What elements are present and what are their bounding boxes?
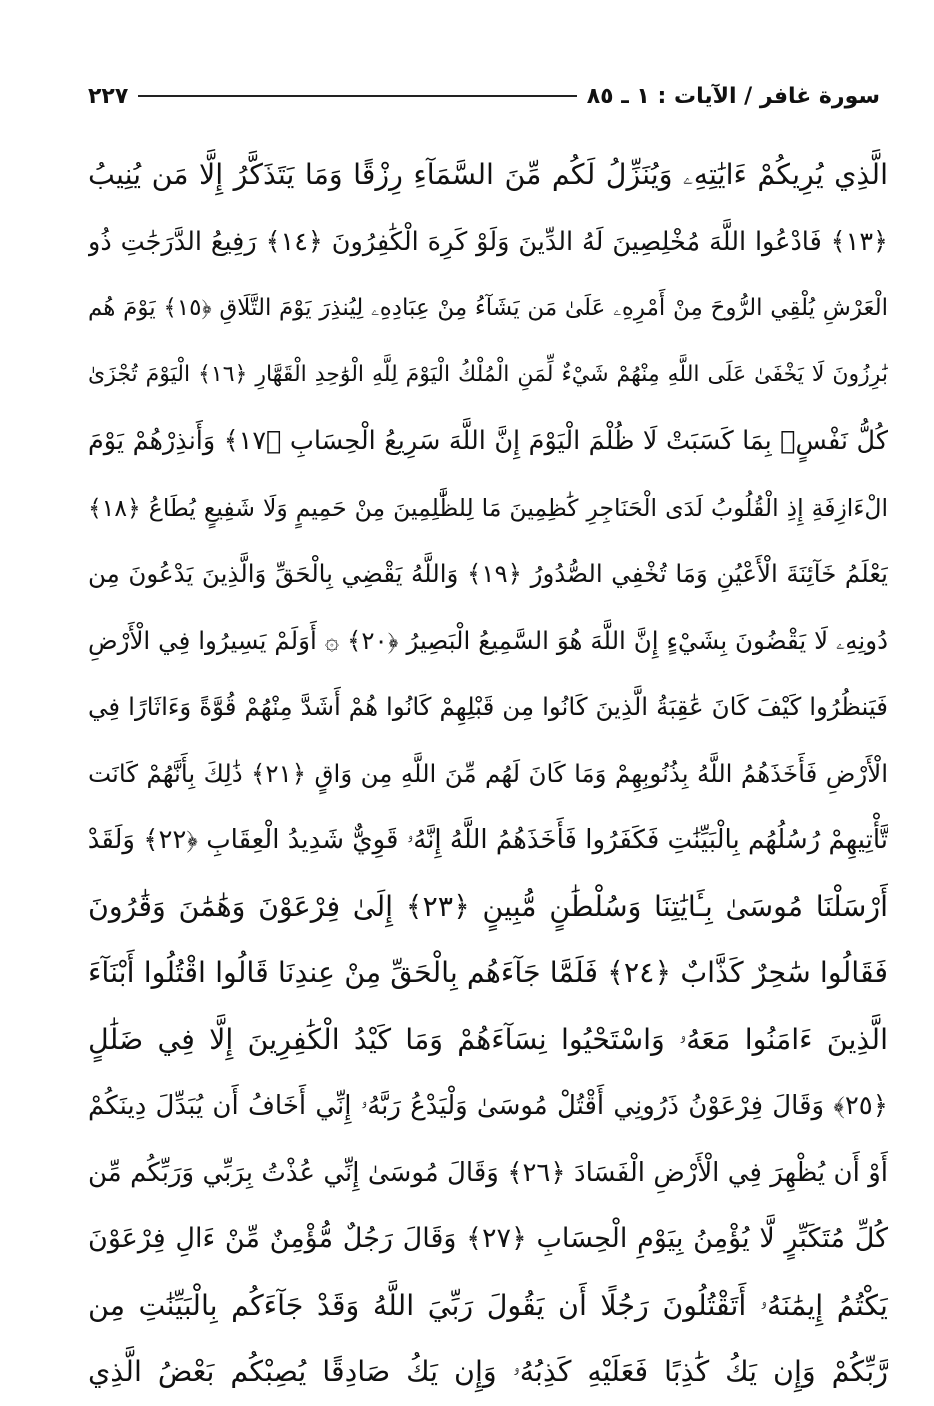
text-line: أَرْسَلْنَا مُوسَىٰ بِـَٔايَٰتِنَا وَسُلْطَٰنٍ مُّبِينٍ ﴿٢٣﴾ إِلَىٰ فِرْعَوْنَ وَهَٰمَٰنَ وَقَٰرُونَ: [88, 889, 888, 923]
page-header: [88, 76, 880, 116]
text-line: بَٰرِزُونَ لَا يَخْفَىٰ عَلَى اللَّهِ مِنْهُمْ شَيْءٌ لِّمَنِ الْمُلْكُ الْيَوْمَ لِلَّهِ الْوَٰحِدِ الْقَهَّارِ ﴿١٦﴾ الْيَوْمَ تُجْزَىٰ: [88, 361, 888, 387]
text-line: دُونِهِۦ لَا يَقْضُونَ بِشَيْءٍ إِنَّ اللَّهَ هُوَ السَّمِيعُ الْبَصِيرُ ﴿٢٠﴾ ۞ أَوَلَمْ يَسِيرُوا فِي الْأَرْضِ: [88, 625, 888, 655]
text-line: الْءَازِفَةِ إِذِ الْقُلُوبُ لَدَى الْحَنَاجِرِ كَٰظِمِينَ مَا لِلظَّٰلِمِينَ مِنْ حَمِيمٍ وَلَا شَفِيعٍ يُطَاعُ ﴿١٨﴾: [88, 493, 888, 522]
text-line: رَّبِّكُمْ وَإِن يَكُ كَٰذِبًا فَعَلَيْهِ كَذِبُهُۥ وَإِن يَكُ صَادِقًا يُصِبْكُم بَعْضُ الَّذِي: [88, 1355, 888, 1388]
text-line: فَقَالُوا سَٰحِرٌ كَذَّابٌ ﴿٢٤﴾ فَلَمَّا جَآءَهُم بِالْحَقِّ مِنْ عِندِنَا قَالُوا اقْتُلُوا أَبْنَآءَ: [88, 956, 888, 989]
text-line: كُلِّ مُتَكَبِّرٍ لَّا يُؤْمِنُ بِيَوْمِ الْحِسَابِ ﴿٢٧﴾ وَقَالَ رَجُلٌ مُّؤْمِنٌ مِّنْ ءَالِ فِرْعَوْنَ: [88, 1223, 888, 1254]
text-line: الْأَرْضِ فَأَخَذَهُمُ اللَّهُ بِذُنُوبِهِمْ وَمَا كَانَ لَهُم مِّنَ اللَّهِ مِن وَاقٍ ﴿٢١﴾ ذَٰلِكَ بِأَنَّهُمْ كَانَت: [88, 758, 888, 788]
text-line: كُلُّ نَفْسٍۭ بِمَا كَسَبَتْ لَا ظُلْمَ الْيَوْمَ إِنَّ اللَّهَ سَرِيعُ الْحِسَابِ ﴿١٧﴾ وَأَنذِرْهُمْ يَوْمَ: [88, 426, 888, 456]
header-rule: [138, 95, 576, 97]
text-line: ﴿١٣﴾ فَادْعُوا اللَّهَ مُخْلِصِينَ لَهُ الدِّينَ وَلَوْ كَرِهَ الْكَٰفِرُونَ ﴿١٤﴾ رَفِيعُ الدَّرَجَٰتِ ذُو: [88, 226, 888, 257]
text-line: فَيَنظُرُوا كَيْفَ كَانَ عَٰقِبَةُ الَّذِينَ كَانُوا مِن قَبْلِهِمْ كَانُوا هُمْ أَشَدَّ مِنْهُمْ قُوَّةً وَءَاثَارًا فِي: [88, 692, 888, 721]
text-line: تَّأْتِيهِمْ رُسُلُهُم بِالْبَيِّنَٰتِ فَكَفَرُوا فَأَخَذَهُمُ اللَّهُ إِنَّهُۥ قَوِيٌّ شَدِيدُ الْعِقَابِ ﴿٢٢﴾ وَلَقَدْ: [88, 825, 888, 855]
text-line: الَّذِي يُرِيكُمْ ءَايَٰتِهِۦ وَيُنَزِّلُ لَكُم مِّنَ السَّمَآءِ رِزْقًا وَمَا يَتَذَكَّرُ إِلَّا مَن يُنِيبُ: [88, 158, 888, 191]
text-line: الْعَرْشِ يُلْقِي الرُّوحَ مِنْ أَمْرِهِۦ عَلَىٰ مَن يَشَآءُ مِنْ عِبَادِهِۦ لِيُنذِرَ يَوْمَ التَّلَاقِ ﴿١٥﴾ يَوْمَ هُم: [88, 295, 888, 321]
text-line: ﴿٢٥﴾ وَقَالَ فِرْعَوْنُ ذَرُونِي أَقْتُلْ مُوسَىٰ وَلْيَدْعُ رَبَّهُۥ إِنِّي أَخَافُ أَن يُبَدِّلَ دِينَكُمْ: [88, 1091, 888, 1121]
surah-info: سورة غافر / الآيات : ١ ـ ٨٥: [586, 83, 880, 109]
quran-text: [88, 142, 888, 1406]
text-line: يَكْتُمُ إِيمَٰنَهُۥ أَتَقْتُلُونَ رَجُلًا أَن يَقُولَ رَبِّيَ اللَّهُ وَقَدْ جَآءَكُم بِالْبَيِّنَٰتِ مِن: [88, 1288, 888, 1322]
text-line: الَّذِينَ ءَامَنُوا مَعَهُۥ وَاسْتَحْيُوا نِسَآءَهُمْ وَمَا كَيْدُ الْكَٰفِرِينَ إِلَّا فِي ضَلَٰلٍ: [88, 1022, 888, 1056]
text-line: يَعْلَمُ خَآئِنَةَ الْأَعْيُنِ وَمَا تُخْفِي الصُّدُورُ ﴿١٩﴾ وَاللَّهُ يَقْضِي بِالْحَقِّ وَالَّذِينَ يَدْعُونَ مِن: [88, 559, 888, 588]
page-number: ٢٢٧: [88, 83, 129, 109]
text-line: أَوْ أَن يُظْهِرَ فِي الْأَرْضِ الْفَسَادَ ﴿٢٦﴾ وَقَالَ مُوسَىٰ إِنِّي عُذْتُ بِرَبِّي وَرَبِّكُم مِّن: [88, 1157, 888, 1188]
